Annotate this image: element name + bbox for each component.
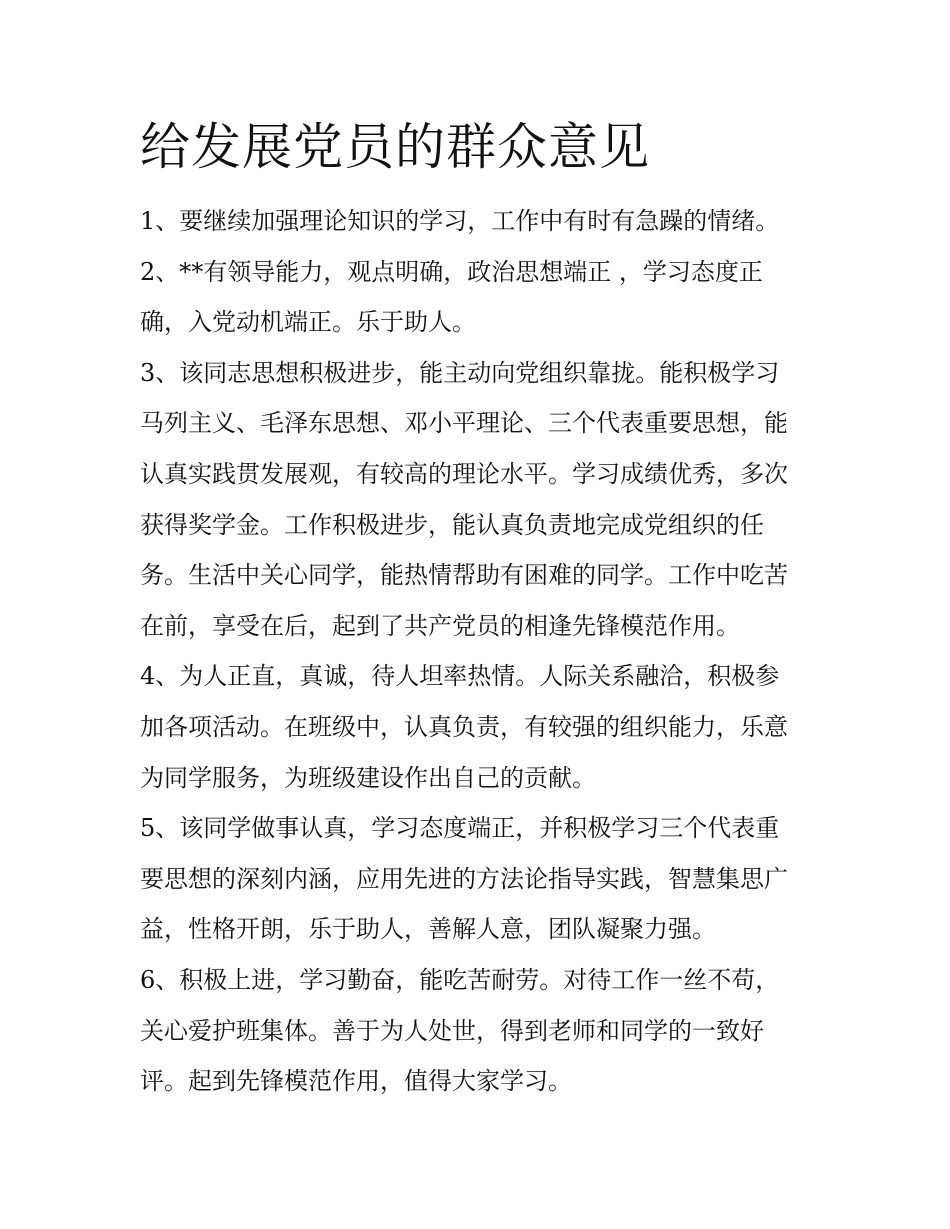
document-body	[140, 196, 816, 1107]
paragraph-line: 4、为人正直，真诚，待人坦率热情。人际关系融洽，积极参	[140, 662, 780, 691]
paragraph-line: 1、要继续加强理论知识的学习，工作中有时有急躁的情绪。	[140, 207, 780, 235]
paragraph-line: 评。起到先锋模范作用，值得大家学习。	[140, 1067, 572, 1096]
paragraph-line: 在前，享受在后，起到了共产党员的相逢先锋模范作用。	[140, 611, 740, 640]
paragraph-4	[140, 651, 816, 803]
paragraph-line: 马列主义、毛泽东思想、邓小平理论、三个代表重要思想，能	[140, 409, 788, 438]
paragraph-line: 要思想的深刻内涵，应用先进的方法论指导实践，智慧集思广	[140, 864, 788, 893]
paragraph-line: 益，性格开朗，乐于助人，善解人意，团队凝聚力强。	[140, 915, 716, 944]
paragraph-line: 获得奖学金。工作积极进步，能认真负责地完成党组织的任	[140, 510, 764, 539]
paragraph-2	[140, 247, 816, 348]
paragraph-line: 加各项活动。在班级中，认真负责，有较强的组织能力，乐意	[140, 712, 788, 741]
paragraph-line: 5、该同学做事认真，学习态度端正，并积极学习三个代表重	[140, 814, 780, 843]
paragraph-line: 2、**有领导能力，观点明确，政治思想端正 ，学习态度正	[140, 257, 763, 286]
paragraph-line: 务。生活中关心同学，能热情帮助有困难的同学。工作中吃苦	[140, 561, 788, 590]
paragraph-1	[140, 196, 816, 247]
paragraph-line: 6、积极上进，学习勤奋，能吃苦耐劳。对待工作一丝不苟，	[140, 965, 780, 994]
paragraph-3	[140, 348, 816, 652]
paragraph-6	[140, 955, 816, 1107]
paragraph-line: 认真实践贯发展观，有较高的理论水平。学习成绩优秀，多次	[140, 459, 788, 488]
document-title: 给发展党员的群众意见	[140, 118, 650, 176]
paragraph-line: 确，入党动机端正。乐于助人。	[140, 308, 476, 337]
paragraph-line: 关心爱护班集体。善于为人处世，得到老师和同学的一致好	[140, 1016, 764, 1045]
paragraph-5	[140, 803, 816, 955]
paragraph-line: 3、该同志思想积极进步，能主动向党组织靠拢。能积极学习	[140, 358, 780, 387]
paragraph-line: 为同学服务，为班级建设作出自己的贡献。	[140, 763, 596, 792]
